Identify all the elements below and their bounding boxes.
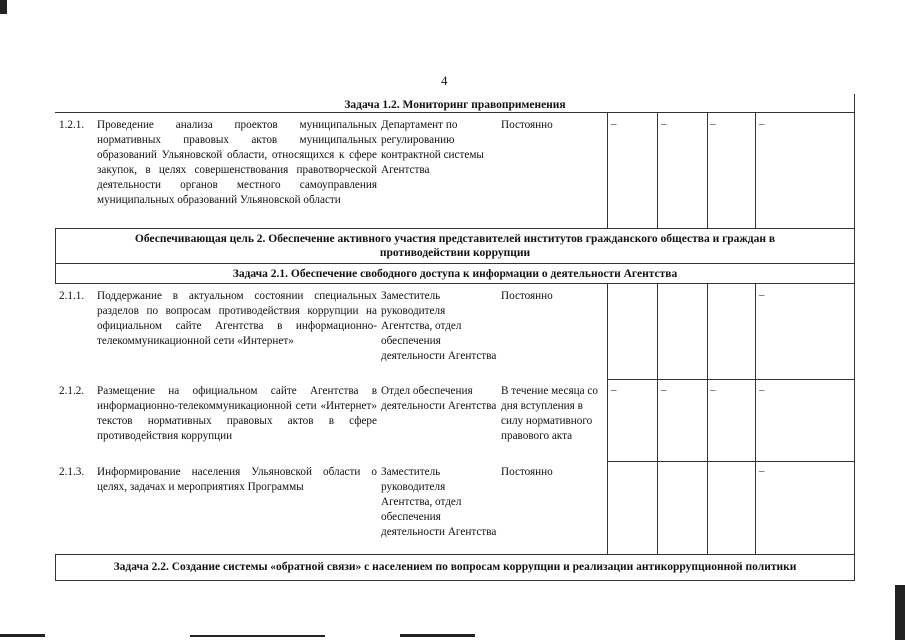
scan-edge-mark bbox=[190, 635, 325, 637]
row-1-2-1-executor: Департамент по регулированию контрактной системы Агентства bbox=[381, 119, 484, 176]
task-1-2-heading: Задача 1.2. Мониторинг правоприменения bbox=[344, 99, 566, 111]
row-2-1-3-number: 2.1.3. bbox=[59, 466, 85, 478]
row-1-2-1-number: 1.2.1. bbox=[59, 119, 85, 131]
scan-edge-mark bbox=[400, 634, 475, 637]
row-2-1-1-value: – bbox=[759, 289, 765, 301]
row-1-2-1-value: – bbox=[759, 118, 765, 130]
row-2-1-1-description: Поддержание в актуальном состоянии специальных разделов по вопросам противодействия коррупции на официальном сайте Агентства в информационно-телекоммуникационной сети «Интернет» bbox=[97, 290, 377, 347]
row-2-1-1-executor: Заместитель руководителя Агентства, отдел обеспечения деятельности Агентства bbox=[381, 290, 497, 362]
scan-edge-mark bbox=[895, 585, 905, 640]
page-number: 4 bbox=[441, 73, 448, 88]
row-1-2-1-value: – bbox=[710, 118, 716, 130]
row-1-2-1-description: Проведение анализа проектов муниципальных нормативных правовых актов муниципальных образований Ульяновской области, относящихся к сфере закупок, в целях совершенствования правотворческой деятельности органов местного самоуправления муниципальных образований Ульяновской области bbox=[97, 119, 377, 206]
row-1-2-1-value: – bbox=[611, 118, 617, 130]
row-2-1-2-executor: Отдел обеспечения деятельности Агентства bbox=[381, 385, 497, 412]
row-2-1-2-value: – bbox=[710, 384, 716, 396]
row-2-1-1-term: Постоянно bbox=[501, 290, 553, 302]
row-1-2-1-value: – bbox=[661, 118, 667, 130]
row-2-1-2-value: – bbox=[611, 384, 617, 396]
row-2-1-2-number: 2.1.2. bbox=[59, 385, 85, 397]
row-2-1-1-number: 2.1.1. bbox=[59, 290, 85, 302]
row-2-1-3-value: – bbox=[759, 465, 765, 477]
task-2-2-heading: Задача 2.2. Создание системы «обратной связи» с населением по вопросам коррупции и реализации антикоррупционной политики bbox=[113, 561, 797, 573]
row-2-1-2-value: – bbox=[661, 384, 667, 396]
row-2-1-2-value: – bbox=[759, 384, 765, 396]
scan-edge-mark bbox=[0, 0, 7, 14]
row-2-1-3-description: Информирование населения Ульяновской области о целях, задачах и мероприятиях Программы bbox=[97, 466, 377, 493]
goal-2-heading: Обеспечивающая цель 2. Обеспечение активного участия представителей институтов гражданского общества и граждан в противодействии коррупции bbox=[134, 233, 776, 259]
row-2-1-3-executor: Заместитель руководителя Агентства, отдел обеспечения деятельности Агентства bbox=[381, 466, 497, 538]
task-2-1-heading: Задача 2.1. Обеспечение свободного доступа к информации о деятельности Агентства bbox=[232, 268, 678, 280]
row-1-2-1-term: Постоянно bbox=[501, 119, 553, 131]
measures-table bbox=[55, 94, 855, 580]
row-2-1-2-term: В течение месяца со дня вступления в силу нормативного правового акта bbox=[501, 385, 598, 442]
scan-edge-mark bbox=[0, 634, 45, 637]
row-2-1-3-term: Постоянно bbox=[501, 466, 553, 478]
row-2-1-2-description: Размещение на официальном сайте Агентства в информационно-телекоммуникационной сети «Интернет» текстов нормативных правовых актов в сфере противодействия коррупции bbox=[97, 385, 377, 442]
